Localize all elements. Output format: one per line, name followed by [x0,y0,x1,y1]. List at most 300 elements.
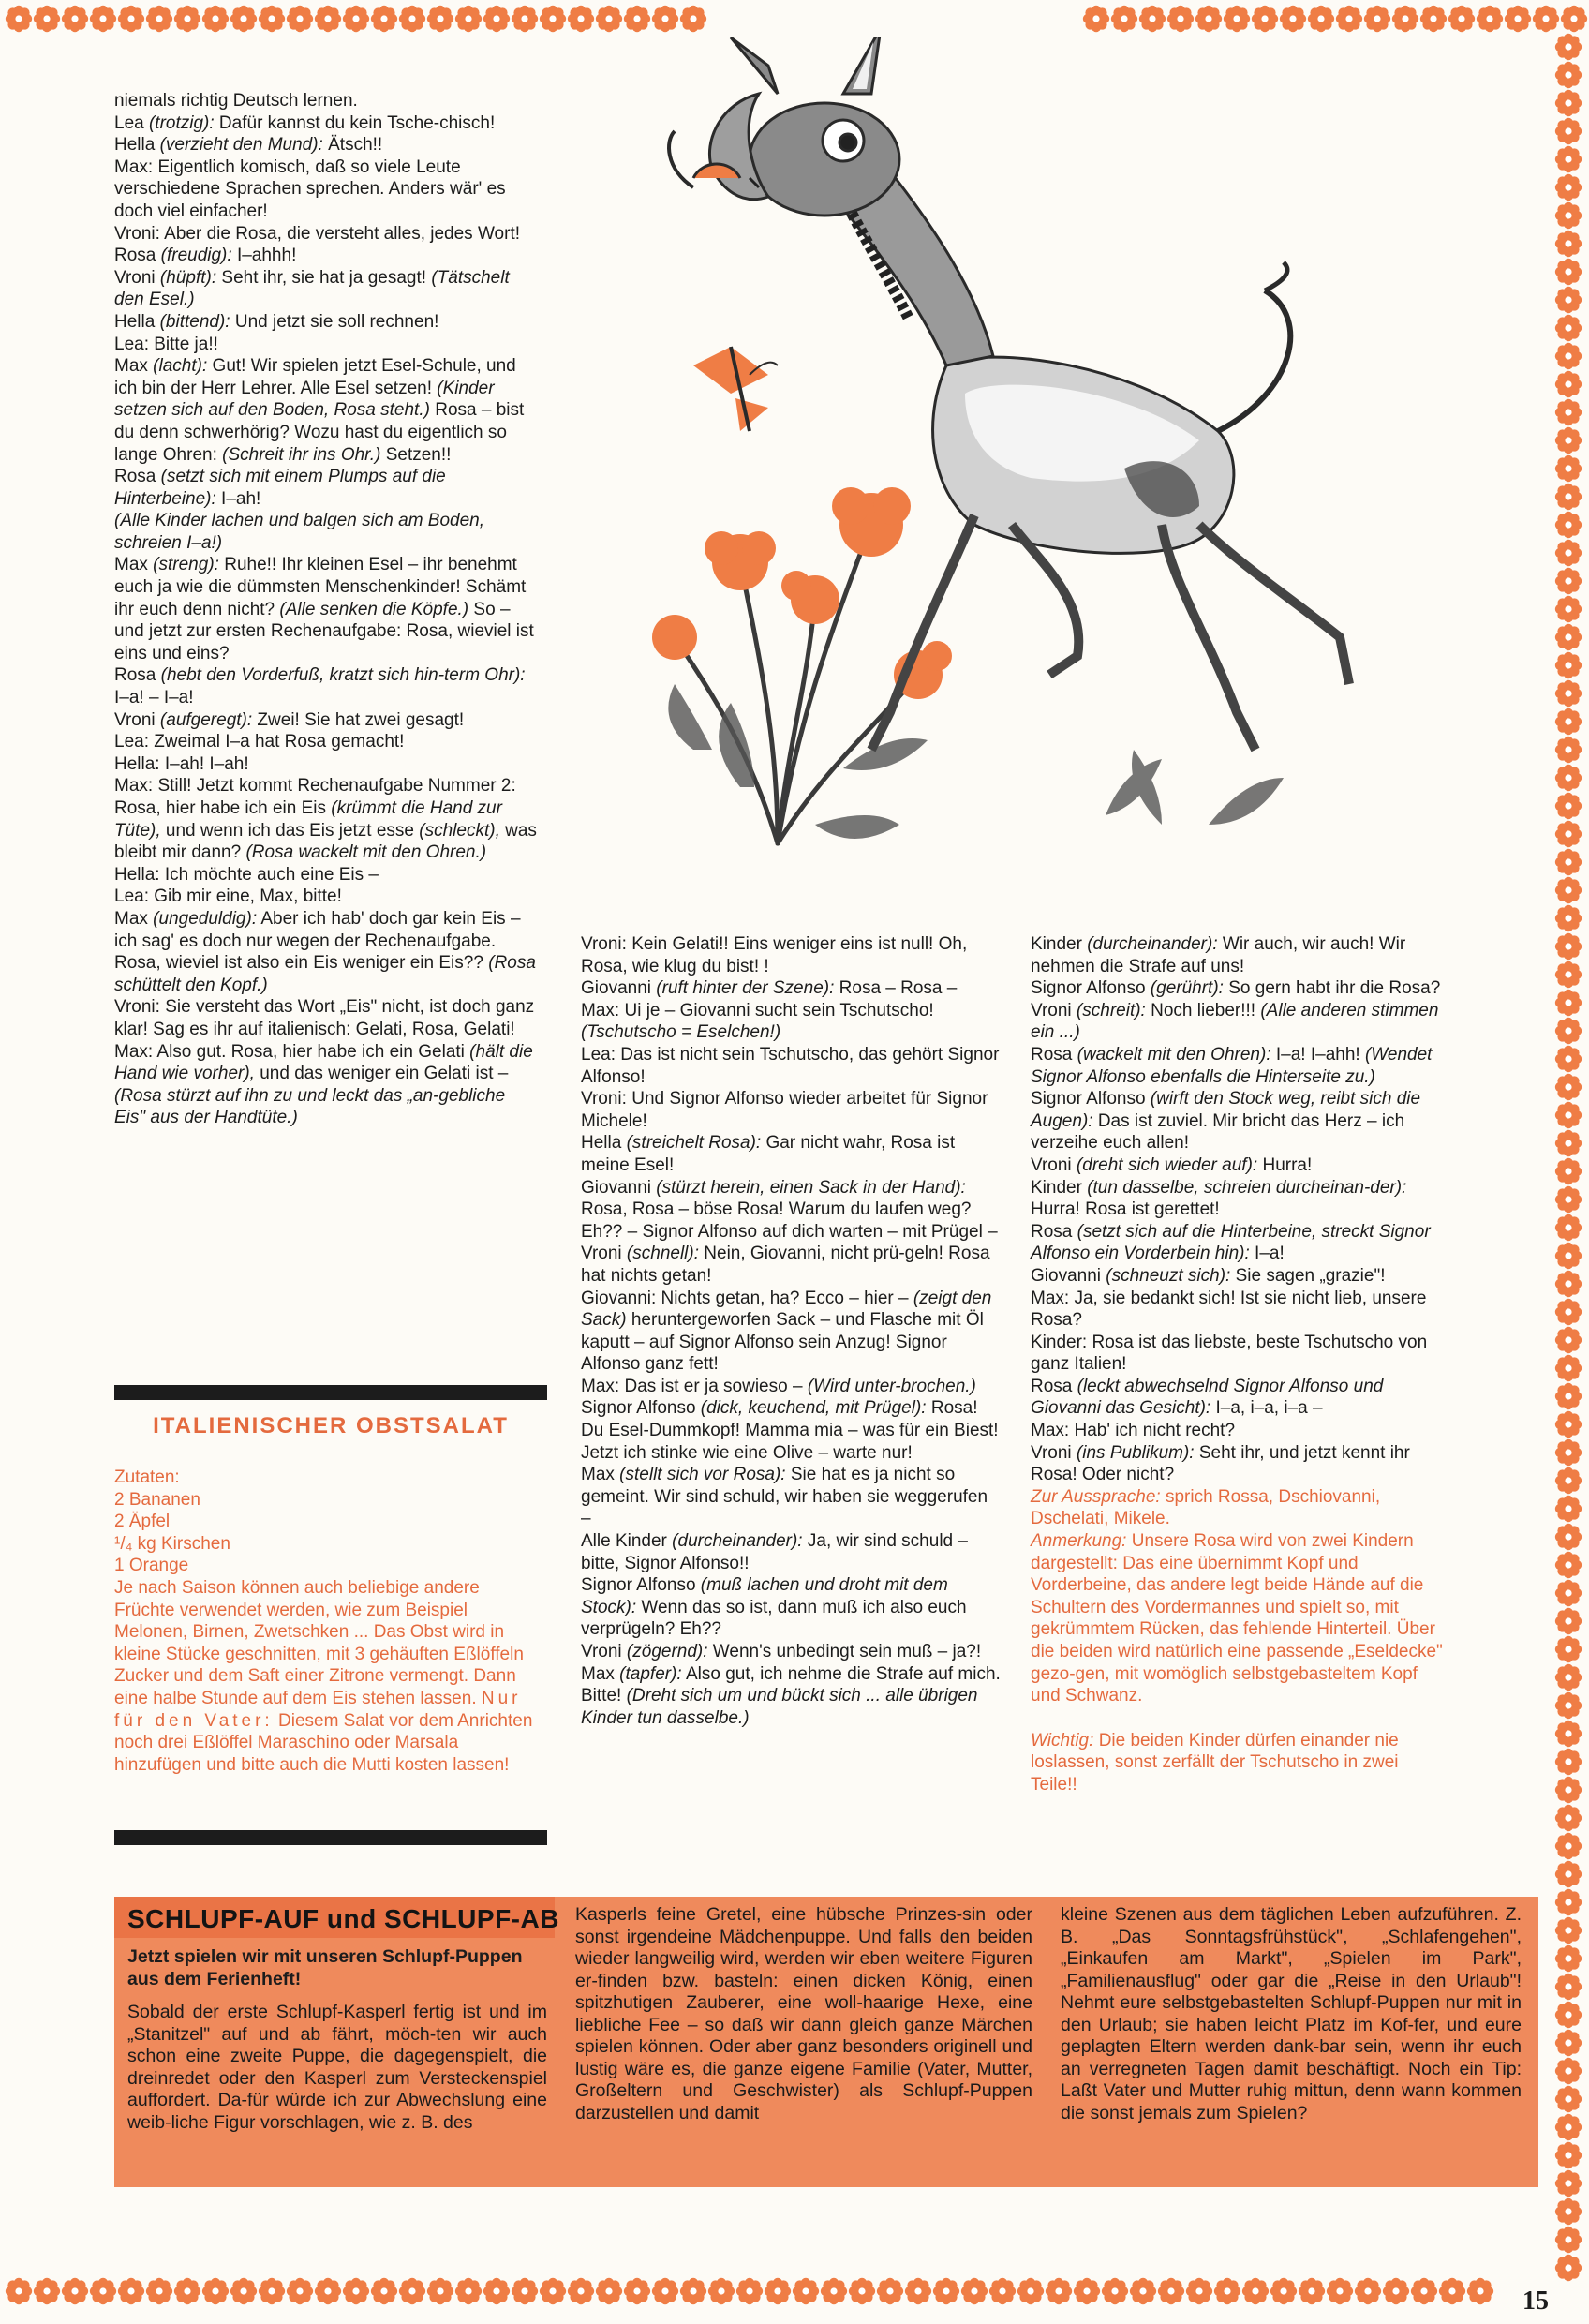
dialogue-column-3 [1031,933,1448,1796]
border-flower-icon [230,6,257,32]
border-flower-icon [1555,2227,1582,2253]
dialogue-line [114,1085,538,1129]
stage-direction: (gerührt): [1145,978,1224,999]
speaker-name: Signor Alfonso [1031,978,1146,999]
border-flower-icon [1477,6,1503,32]
border-flower-icon [1555,455,1582,482]
stage-direction: (ins Publikum): [1071,1442,1195,1463]
page-number: 15 [1522,2287,1549,2316]
salad-ingredients [114,1489,538,1577]
dialogue-line [1031,1177,1448,1221]
border-flower-icon [455,2278,482,2304]
dialogue-column-1 [114,90,538,1129]
salad-father-text: Diesem Salat vor dem Anrichten noch drei Eßlöffel Maraschino oder Marsala hinzufügen und bitte auch die Mutti kosten lassen! [114,1710,533,1775]
border-flower-icon [6,6,32,32]
dialogue-line [581,1376,1001,1398]
border-flower-icon [1555,90,1582,116]
dialogue-text: I–a, i–a, i–a – [1210,1398,1323,1419]
border-flower-icon [1411,2278,1437,2304]
dialogue-text: I–a! I–ahh! [1270,1044,1360,1065]
dialogue-line [581,1243,1001,1287]
border-flower-icon [1555,1636,1582,1662]
stage-direction: (Alle anderen stimmen ein ...) [1031,1000,1439,1043]
stage-direction: (leckt abwechselnd Signor Alfonso und Giovanni das Gesicht): [1031,1376,1384,1419]
border-flower-icon [1186,2278,1212,2304]
border-flower-icon [1555,1383,1582,1409]
border-flower-icon [1555,1552,1582,1578]
border-flower-icon [1555,793,1582,819]
speaker-name: Vroni [1031,1442,1072,1463]
dialogue-line [114,156,538,223]
speaker-name: Max: [114,776,154,797]
speaker-name: Vroni: [114,223,160,244]
dialogue-line [581,1177,1001,1244]
salad-ingredient: 2 Bananen [114,1489,200,1510]
stage-direction: (wirft den Stock weg, reibt sich die Augen): [1031,1089,1421,1131]
border-flower-icon [427,2278,453,2304]
border-flower-icon [1533,6,1559,32]
stage-direction: (verzieht den Mund): [155,135,323,156]
border-flower-icon [1555,877,1582,903]
dialogue-line [581,1530,1001,1574]
stage-direction: (hält die Hand wie vorher), [114,1041,533,1084]
border-flower-icon [427,6,453,32]
speaker-name: Lea: [114,732,149,752]
border-flower-icon [1505,6,1531,32]
border-flower-icon [287,6,313,32]
border-flower-icon [1195,6,1222,32]
border-flower-icon [652,2278,678,2304]
border-flower-icon [1555,1186,1582,1213]
stage-direction: (schnell): [621,1244,700,1264]
dialogue-line [1031,1420,1448,1442]
dialogue-text: Sie hat es ja nicht so gemeint. Wir sind schuld, wir haben sie weggerufen – [581,1465,988,1529]
border-flower-icon [1555,961,1582,988]
border-flower-icon [1555,1327,1582,1353]
border-flower-icon [1555,1102,1582,1128]
speaker-name: Rosa [114,665,156,686]
dialogue-line [581,1663,1001,1730]
border-flower-icon [230,2278,257,2304]
dialogue-text: Wenn das so ist, dann muß ich also euch verprügeln? Eh?? [581,1597,967,1640]
speaker-name: Max [114,908,148,929]
speaker-name: Rosa [114,467,156,487]
border-flower-icon [1555,2030,1582,2056]
border-flower-icon [1439,2278,1465,2304]
speaker-name: Max: [114,1041,154,1062]
stage-direction: (lacht): [147,356,208,377]
speaker-name: Signor Alfonso [581,1398,696,1419]
stage-direction: (Tätschelt den Esel.) [114,267,510,310]
border-flower-icon [90,6,116,32]
dialogue-text: Kein Gelati!! Eins weniger eins ist null! Oh, Rosa, wie klug du bist! ! [581,934,968,976]
border-flower-icon [1074,2278,1100,2304]
border-flower-icon [1555,287,1582,313]
important-note: Wichtig: Die beiden Kinder dürfen einander nie loslassen, sonst zerfällt der Tschutscho in zwei Teile!! [1031,1730,1399,1795]
dialogue-line [114,134,538,156]
border-flower-icon [1555,1496,1582,1522]
border-flower-icon [1555,1805,1582,1831]
donkey-illustration [637,37,1462,862]
stage-direction: (tun dasselbe, schreien durcheinan-der): [1081,1177,1407,1198]
dialogue-line [114,112,538,135]
border-flower-icon [1299,2278,1325,2304]
border-flower-icon [877,2278,903,2304]
border-flower-icon [1017,2278,1044,2304]
speaker-name: Lea: [114,334,149,354]
border-flower-icon [1214,2278,1240,2304]
border-flower-icon [6,2278,32,2304]
border-flower-icon [1555,259,1582,285]
dialogue-text: Das ist er ja sowieso – [619,1376,803,1396]
dialogue-line [114,355,538,466]
border-flower-icon [1555,1945,1582,1972]
speaker-name: Max: [1031,1421,1070,1441]
dialogue-text: I–ahhh! [231,246,297,266]
schlupf-col-2: Kasperls feine Gretel, eine hübsche Prinzes-sin oder sonst irgendeine Mädchenpuppe. Und falls den beiden wieder langweilig wird, werden wir eben weitere Figuren er-finden bzw. basteln: einen dicken König, einen spitzhutigen Zauberer, eine woll-haarige Hexe, eine liebliche Fee – so daß wir dann gleich ganze Märchen spielen können. Oder aber ganz besonders originell und lustig wäre es, die ganze eigene Familie (Vater, Mutter, Großeltern und Geschwister) als Schlupf-Puppen darzustellen und damit [575,1904,1032,2123]
border-flower-icon [1111,6,1137,32]
dialogue-line [114,996,538,1040]
dialogue-text: Rosa ist das liebste, beste Tschutscho von ganz Italien! [1031,1332,1428,1375]
border-flower-icon [90,2278,116,2304]
stage-direction: (stellt sich vor Rosa): [614,1465,786,1485]
dialogue-text: heruntergeworfen Sack – und Flasche mit Öl kaputt – auf Signor Alfonso sein Anzug! Signor Alfonso ganz fett! [581,1310,984,1375]
speaker-name: Rosa [1031,1221,1073,1242]
salad-ingredient: ¹/₄ kg Kirschen [114,1533,230,1554]
speaker-name: Vroni [1031,1155,1072,1175]
border-flower-icon [1130,2278,1156,2304]
border-flower-icon [1555,1664,1582,1691]
border-flower-icon [146,2278,172,2304]
speaker-name: Giovanni [581,1177,651,1198]
stage-direction: (schneuzt sich): [1101,1265,1231,1286]
speaker-name: Max [581,1663,615,1684]
border-flower-icon [568,6,594,32]
border-flower-icon [1555,62,1582,88]
border-flower-icon [174,2278,200,2304]
salad-bottom-rule [114,1830,547,1845]
border-flower-icon [1555,399,1582,425]
dialogue-text: Gar nicht wahr, Rosa ist meine Esel! [581,1133,956,1175]
dialogue-text: Gib mir eine, Max, bitte! [148,886,342,907]
border-flower-icon [1555,1130,1582,1156]
border-flower-icon [1467,2278,1493,2304]
dialogue-line [1031,933,1448,977]
stage-direction: (setzt sich auf die Hinterbeine, streckt Signor Alfonso ein Vorderbein hin): [1031,1221,1431,1264]
dialogue-line [581,1574,1001,1641]
speaker-name: Vroni: [114,997,160,1018]
dialogue-text: Setzen!! [380,444,452,465]
dialogue-line [114,267,538,311]
dialogue-text: I–ah! [215,488,261,509]
border-flower-icon [118,2278,144,2304]
dialogue-text: So gern habt ihr die Rosa? [1223,978,1441,999]
border-flower-icon [1555,315,1582,341]
dialogue-text: Nein, Giovanni, nicht prü-geln! Rosa hat nichts getan! [581,1244,990,1286]
stage-direction: (schleckt), [414,820,500,841]
border-flower-icon [1083,6,1109,32]
dialogue-text: I–ah! I–ah! [159,753,249,774]
dialogue-text: I–a! [1249,1244,1285,1264]
border-flower-icon [1555,1467,1582,1494]
border-flower-icon [1158,2278,1184,2304]
border-flower-icon [905,2278,931,2304]
border-flower-icon [596,2278,622,2304]
salad-ingredient: 1 Orange [114,1556,189,1576]
dialogue-line [581,933,1001,977]
border-flower-icon [118,6,144,32]
speaker-name: Signor Alfonso [581,1575,696,1596]
border-flower-icon [1355,2278,1381,2304]
schlupf-col-1: Sobald der erste Schlupf-Kasperl fertig ist und im „Stanitzel" auf und ab fährt, möch-ten wir auch schon eine zweite Puppe, die dagegenspielt, die dreinredet oder den Kasperl zum Versteckenspiel auffordert. Da-für würde ich zur Abwechslung eine weib-liche Figur vorschlagen, wie z. B. des [127,2002,547,2133]
dialogue-line [1031,1265,1448,1288]
speaker-name: Lea: [581,1044,616,1065]
border-flower-icon [1555,624,1582,650]
border-flower-icon [1561,6,1587,32]
dialogue-line [114,510,538,554]
dialogue-line [1031,1442,1448,1486]
border-flower-icon [315,2278,341,2304]
stage-direction: (zögernd): [621,1642,708,1661]
dialogue-line [1031,1044,1448,1088]
stage-direction: (setzt sich mit einem Plumps auf die Hinterbeine): [114,467,446,509]
dialogue-text: Das ist nicht sein Tschutscho, das gehört Signor Alfonso! [581,1044,1000,1087]
border-flower-icon [680,2278,706,2304]
border-flower-icon [1555,2058,1582,2084]
speaker-name: Rosa [114,246,156,266]
border-flower-icon [1308,6,1334,32]
border-flower-icon [1555,427,1582,454]
stage-direction: (wackelt mit den Ohren): [1072,1044,1271,1065]
stage-direction: (Rosa wackelt mit den Ohren.) [241,842,487,863]
border-flower-icon [736,2278,763,2304]
speaker-name: Vroni: [581,934,627,954]
stage-direction: (Wird unter-brochen.) [802,1376,976,1396]
border-flower-icon [989,2278,1016,2304]
stage-direction: (Rosa schüttelt den Kopf.) [114,953,536,995]
dialogue-text: und wenn ich das Eis jetzt esse [160,820,414,841]
border-flower-icon [343,2278,369,2304]
speaker-name: Max: [114,156,154,177]
border-flower-icon [1555,2086,1582,2112]
stage-direction: (durcheinander): [666,1531,803,1552]
speaker-name: Hella [114,311,156,332]
speaker-name: Giovanni [581,978,651,999]
stage-direction: (ungeduldig): [147,908,258,929]
border-flower-icon [1555,1411,1582,1438]
border-flower-icon [540,2278,566,2304]
dialogue-line [581,1044,1001,1088]
dialogue-text: Rosa – Rosa – [834,978,958,999]
dialogue-text: Zweimal I–a hat Rosa gemacht! [148,732,405,752]
border-flower-icon [1102,2278,1128,2304]
border-flower-icon [1555,1974,1582,2000]
stage-direction: (dick, keuchend, mit Prügel): [695,1398,927,1419]
border-flower-icon [1224,6,1250,32]
schlupf-col-3: kleine Szenen aus dem täglichen Leben aufzuführen. Z. B. „Das Sonntagsfrühstück", „Schlafengehen", „Einkaufen am Markt", „Spielen im Park", „Familienausflug" oder gar die „Reise in den Urlaub"! Nehmt eure selbstgebastelten Schlupf-Puppen nur mit in den Urlaub; sie haben leicht Platz im Kof-fer, und eure geplagten Eltern werden dank-bar sein, wenn ihr euch an verregneten Tagen damit beschäftigt. Noch ein Tip: Laßt Vater und Mutter ruhig mittun, denn wann kommen die sonst jemals zum Spielen? [1061,1904,1522,2123]
border-flower-icon [1555,708,1582,735]
dialogue-line [114,664,538,708]
salad-top-rule [114,1385,547,1400]
border-flower-icon [652,6,678,32]
stage-direction: (durcheinander): [1081,934,1218,954]
stage-direction: (streichelt Rosa): [621,1133,762,1154]
speaker-name: Alle Kinder [581,1531,667,1552]
border-flower-icon [1555,1608,1582,1634]
border-flower-icon [596,6,622,32]
dialogue-line [1031,1000,1448,1044]
dialogue-text: Rosa – bist du denn schwerhörig? Wozu hast du eigentlich so lange Ohren: [114,400,525,465]
border-flower-icon [1555,2170,1582,2197]
border-flower-icon [1448,6,1475,32]
border-flower-icon [568,2278,594,2304]
border-flower-icon [849,2278,875,2304]
border-flower-icon [512,2278,538,2304]
schlupf-title: SCHLUPF-AUF und SCHLUPF-AB [127,1904,559,1933]
border-flower-icon [287,2278,313,2304]
dialogue-text: Also gut. Rosa, hier habe ich ein Gelati [153,1041,465,1062]
donkey-head [669,37,993,365]
border-flower-icon [1392,6,1418,32]
border-flower-icon [1555,1355,1582,1381]
dialogue-text: So – und jetzt zur ersten Rechenaufgabe: Rosa, wieviel ist eins und eins? [114,599,534,663]
stage-direction: (Kinder setzen sich auf den Boden, Rosa steht.) [114,378,495,421]
salad-ingredients-label: Zutaten: [114,1467,180,1487]
border-flower-icon [1555,2002,1582,2028]
border-flower-icon [34,2278,60,2304]
border-flower-icon [202,6,229,32]
dialogue-line [1031,1155,1448,1177]
stage-direction: (Alle senken die Köpfe.) [275,599,469,619]
dialogue-line [581,1397,1001,1464]
border-flower-icon [1555,765,1582,791]
border-flower-icon [1364,6,1390,32]
border-flower-icon [1555,652,1582,678]
border-flower-icon [512,6,538,32]
dialogue-text: Seht ihr, und jetzt kennt ihr Rosa! Oder nicht? [1031,1442,1410,1485]
dialogue-text: Aber ich hab' doch gar kein Eis – ich sag' es doch nur wegen der Rechenaufgabe. Rosa, wieviel ist also ein Eis weniger ein Eis?? [114,908,521,974]
dialogue-text: Rosa! Du Esel-Dummkopf! Mamma mia – was für ein Biest! Jetzt ich stinke wie eine Olive – warte nur! [581,1398,999,1463]
border-flower-icon [1555,1271,1582,1297]
border-flower-icon [1555,484,1582,510]
border-flower-icon [174,6,200,32]
dialogue-text: Still! Jetzt kommt Rechenaufgabe Nummer 2: Rosa, hier habe ich ein Eis [114,776,516,818]
border-flower-icon [1555,1833,1582,1859]
dialogue-line [581,1641,1001,1663]
dialogue-text: Bitte ja!! [148,334,218,354]
border-flower-icon [1555,34,1582,60]
border-flower-icon [1046,2278,1072,2304]
dialogue-line [114,731,538,753]
salad-father-label: Nur für den Vater: [114,1688,522,1731]
border-flower-icon [1555,2114,1582,2140]
stage-direction: (Alle Kinder lachen und balgen sich am Boden, schreien I–a!) [114,511,485,553]
border-flower-icon [399,2278,425,2304]
stage-direction: (Tschutscho = Eselchen!) [581,1022,781,1043]
border-flower-icon [1555,821,1582,847]
dialogue-line [1031,1288,1448,1332]
border-flower-icon [1555,737,1582,763]
border-flower-icon [1555,2255,1582,2281]
dialogue-text: Zwei! Sie hat zwei gesagt! [252,709,465,730]
border-flower-icon [1139,6,1166,32]
dialogue-line [581,977,1001,1000]
speaker-name: Lea [114,112,144,133]
butterfly-illustration [693,347,778,431]
dialogue-line [114,753,538,776]
dialogue-line [114,886,538,908]
border-flower-icon [259,6,285,32]
speaker-name: Max [581,1465,615,1485]
border-flower-icon [624,2278,650,2304]
stage-direction: (Schreit ihr ins Ohr.) [216,444,381,465]
speaker-name: Giovanni [1031,1265,1101,1286]
stage-direction: (bittend): [155,311,230,332]
border-flower-icon [765,2278,791,2304]
stage-direction: (zeigt den Sack) [581,1288,992,1331]
border-flower-icon [793,2278,819,2304]
border-flower-icon [399,6,425,32]
border-flower-icon [1555,1074,1582,1100]
dialogue-text: I–a! – I–a! [114,688,194,708]
speaker-name: Rosa [1031,1044,1073,1065]
border-flower-icon [34,6,60,32]
dialogue-line [114,466,538,510]
border-flower-icon [1555,849,1582,875]
dialogue-line [1031,977,1448,1000]
dialogue-text: Sie versteht das Wort „Eis" nicht, ist doch ganz klar! Sag es ihr auf italienisch: Gelati, Rosa, Gelati! [114,997,535,1039]
border-flower-icon [1555,905,1582,931]
dialogue-line [1031,1332,1448,1376]
stage-direction: (Rosa stürzt auf ihn zu und leckt das „an-gebliche Eis" aus der Handtüte.) [114,1085,506,1128]
border-flower-icon [1555,174,1582,201]
border-flower-icon [202,2278,229,2304]
border-flower-icon [1252,6,1278,32]
speaker-name: Max: [1031,1288,1070,1308]
stage-direction: (muß lachen und droht mit dem Stock): [581,1575,948,1617]
dialogue-line [581,1000,1001,1044]
dialogue-text: Ruhe!! Ihr kleinen Esel – ihr benehmt euch ja wie die dümmsten Menschenkinder! Schämt ihr euch denn nicht? [114,555,527,619]
stage-direction: (Dreht sich um und bückt sich ... alle übrigen Kinder tun dasselbe.) [581,1686,978,1728]
border-flower-icon [315,6,341,32]
border-flower-icon [1555,933,1582,960]
dialogue-line [114,311,538,334]
dialogue-text: Sie sagen „grazie"! [1230,1265,1386,1286]
schlupf-lead: Jetzt spielen wir mit unseren Schlupf-Puppen aus dem Ferienheft! [127,1946,523,1989]
border-flower-icon [1555,1439,1582,1466]
border-flower-icon [1555,2142,1582,2168]
speaker-name: Vroni [1031,1000,1072,1020]
dialogue-text: Ui je – Giovanni sucht sein Tschutscho! [619,1000,934,1020]
stage-direction: (schreit): [1071,1000,1146,1020]
dialogue-text: Noch lieber!!! [1145,1000,1256,1020]
border-flower-icon [483,6,510,32]
dialogue-text: Ja, wir sind schuld – bitte, Signor Alfonso!! [581,1531,968,1573]
speaker-name: Hella [114,135,156,156]
border-flower-icon [146,6,172,32]
dialogue-text: was bleibt mir dann? [114,820,537,863]
speaker-name: Vroni [114,709,156,730]
dialogue-text: Hurra! Rosa ist gerettet! [1031,1199,1220,1220]
stage-direction: (tapfer): [614,1663,682,1684]
schlupf-box [114,1897,1538,2187]
border-flower-icon [1555,1861,1582,1887]
salad-title: ITALIENISCHER OBSTSALAT [153,1413,509,1438]
dialogue-line [114,908,538,996]
salad-text: Je nach Saison können auch beliebige andere Früchte verwendet werden, wie zum Beispiel Melonen, Birnen, Zwetschken ... Das Obst wird in kleine Stücke geschnitten, mit 3 gehäuften Eßlöffeln Zucker und dem Saft einer Zitrone vermengt. Dann eine halbe Stunde auf dem Eis stehen lassen. Nur für den Vater: Diesem Salat vor dem Anrichten noch drei Eßlöffel Maraschino oder Marsala hinzufügen und bitte auch die Mutti kosten lassen! [114,1577,533,1775]
border-flower-icon [1555,1299,1582,1325]
border-flower-icon [1555,1243,1582,1269]
